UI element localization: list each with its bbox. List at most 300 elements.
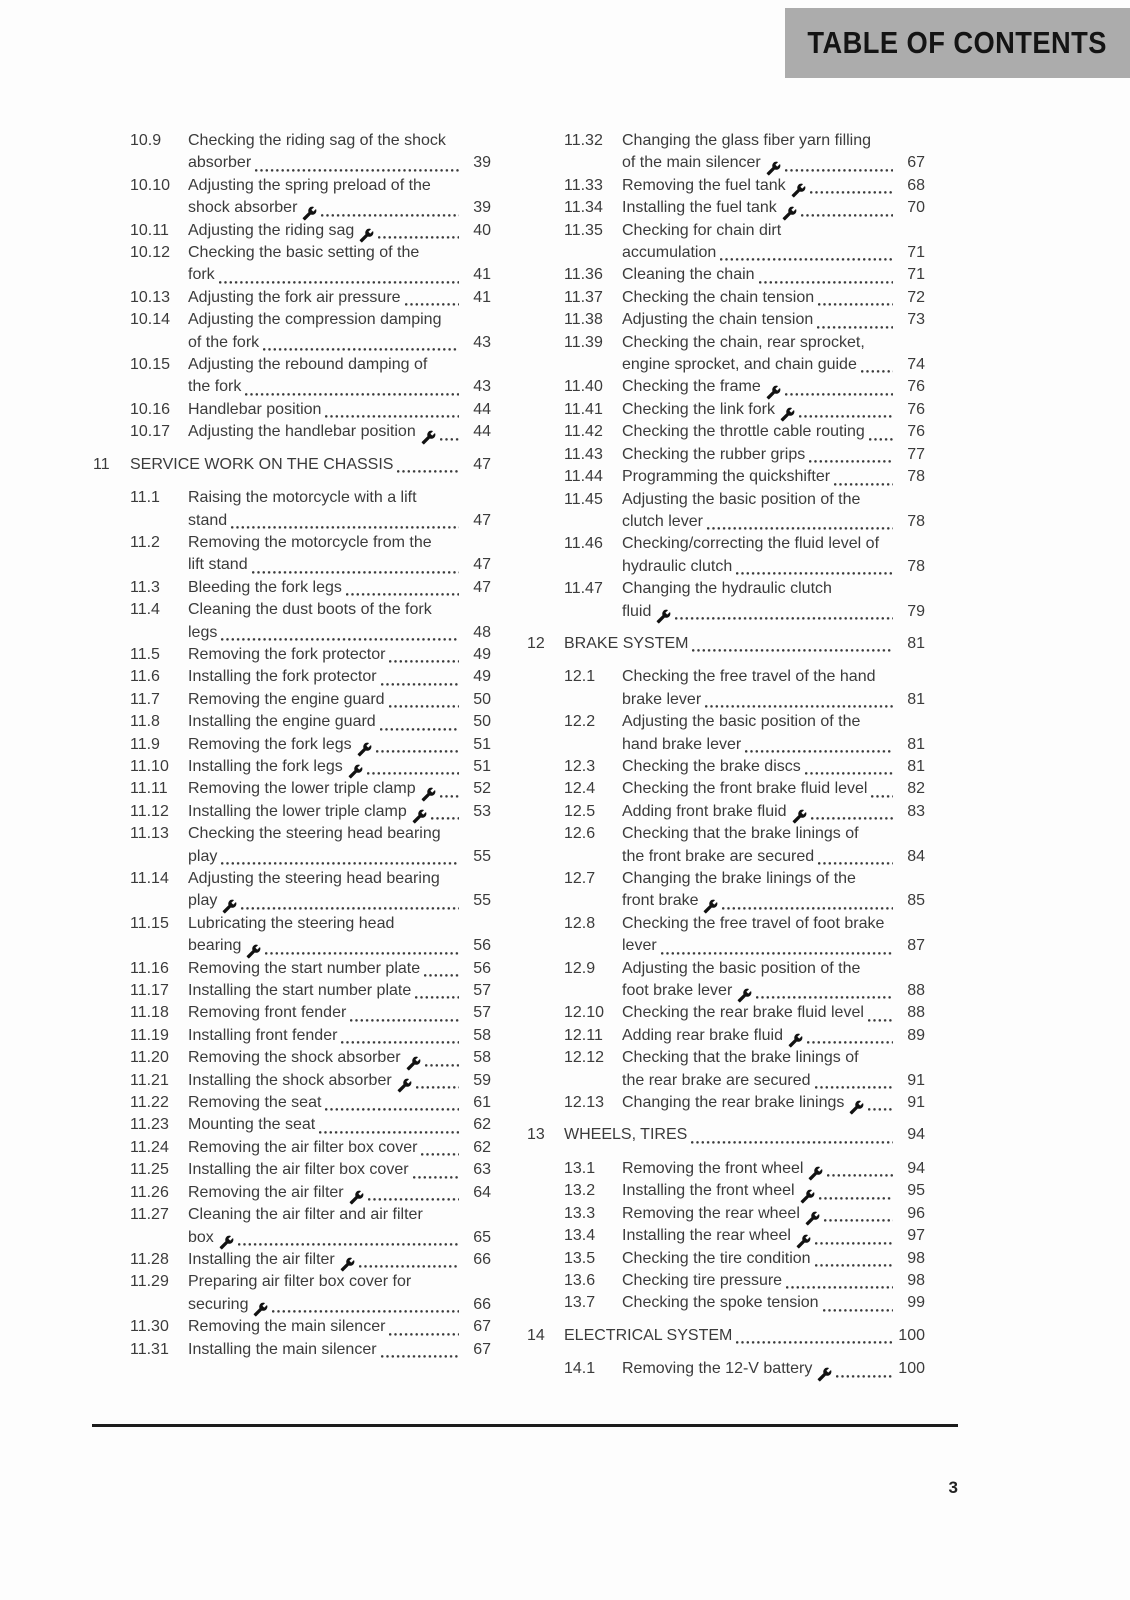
toc-entry-13.1[interactable] [527,1158,925,1180]
toc-entry-body [188,1047,491,1069]
toc-entry-title: Removing the seat [188,1094,322,1112]
toc-entry-last-line [188,778,491,800]
dot-leader [736,571,893,576]
toc-entry-title-line: Cleaning the air filter and air filter [188,1206,423,1224]
toc-entry-page-number: 51 [473,735,491,753]
toc-entry-last-line [622,734,925,756]
toc-entry-11.45[interactable] [527,489,925,534]
toc-entry-body [188,577,491,599]
toc-entry-number: 11.43 [564,445,603,463]
toc-entry-last-line [188,666,491,688]
toc-entry-12.1[interactable] [527,666,925,711]
toc-entry-11.32[interactable] [527,130,925,175]
dot-leader [799,414,893,419]
chapter-number: 13 [527,1126,545,1144]
dot-leader [823,1308,893,1313]
toc-entry-title: engine sprocket, and chain guide [622,356,857,374]
toc-entry-body [188,1070,491,1092]
toc-entry-body [188,354,491,399]
toc-entry-body [188,980,491,1002]
dot-leader [255,168,459,173]
toc-entry-title: Bleeding the fork legs [188,578,342,596]
dot-leader [720,257,893,262]
toc-entry-11.23[interactable] [93,1114,491,1136]
toc-entry-body [188,599,491,644]
toc-entry-12.4[interactable] [527,778,925,800]
toc-entry-body [622,711,925,756]
toc-entry-title: Removing front fender [188,1004,347,1022]
wrench-icon [397,1078,412,1093]
toc-entry-body [188,711,491,733]
toc-entry-11.9[interactable] [93,734,491,756]
toc-entry-last-line [622,1158,925,1180]
toc-entry-title: Installing the air filter [188,1250,335,1268]
toc-entry-body [188,801,491,823]
toc-entry-11.38[interactable] [527,309,925,331]
toc-entry-11.8[interactable] [93,711,491,733]
toc-entry-last-line [188,1159,491,1181]
toc-entry-last-line [188,846,491,868]
toc-entry-title: box [188,1228,214,1246]
toc-entry-10.11[interactable] [93,220,491,242]
toc-entry-11.27[interactable] [93,1204,491,1249]
toc-entry-13.7[interactable] [527,1292,925,1314]
dot-leader [756,995,893,1000]
dot-leader [219,280,459,285]
toc-entry-title: foot brake lever [622,982,733,1000]
toc-entry-number: 11.41 [564,400,603,418]
toc-entry-page-number: 81 [907,735,925,753]
toc-entry-13.4[interactable] [527,1225,925,1247]
toc-entry-10.10[interactable] [93,175,491,220]
toc-entry-last-line [622,890,925,912]
toc-entry-13.3[interactable] [527,1203,925,1225]
toc-entry-last-line [188,1339,491,1361]
toc-entry-title: Checking the tire condition [622,1249,811,1267]
toc-entry-last-line [188,1002,491,1024]
toc-entry-body [622,778,925,800]
toc-entry-last-line [188,287,491,309]
toc-entry-body [622,130,925,175]
toc-entry-page-number: 66 [473,1295,491,1313]
toc-entry-body [622,1002,925,1024]
wrench-icon [302,206,317,221]
toc-entry-body [622,1047,925,1092]
dot-leader [809,459,893,464]
toc-entry-title: hand brake lever [622,735,742,753]
dot-leader [818,302,893,307]
dot-leader [425,1063,459,1068]
toc-entry-title: SERVICE WORK ON THE CHASSIS [130,455,394,473]
toc-entry-12.8[interactable] [527,913,925,958]
toc-entry-12.11[interactable] [527,1025,925,1047]
toc-entry-10.12[interactable] [93,242,491,287]
toc-entry-title: stand [188,511,228,529]
toc-entry-body [622,1358,925,1380]
toc-entry-body [188,130,491,175]
toc-entry-11.17[interactable] [93,980,491,1002]
toc-entry-last-line [564,1325,925,1347]
toc-entry-body [622,913,925,958]
toc-entry-title: Removing the air filter box cover [188,1138,418,1156]
dot-leader [827,1173,893,1178]
dot-leader [272,1309,459,1314]
toc-entry-last-line [188,890,491,912]
toc-entry-last-line [622,444,925,466]
toc-entry-body [188,487,491,532]
footer-rule [92,1424,958,1427]
toc-entry-number: 10.10 [130,176,171,194]
toc-entry-title: play [188,847,218,865]
toc-entry-title-line: Adjusting the spring preload of the [188,176,431,194]
toc-entry-11.14[interactable] [93,868,491,913]
toc-entry-12.12[interactable] [527,1047,925,1092]
toc-entry-11.1[interactable] [93,487,491,532]
toc-entry-11.39[interactable] [527,332,925,377]
toc-entry-page-number: 49 [473,645,491,663]
toc-entry-body [188,1114,491,1136]
toc-entry-11.19[interactable] [93,1025,491,1047]
toc-entry-11.47[interactable] [527,578,925,623]
toc-entry-11.12[interactable] [93,801,491,823]
toc-entry-page-number: 94 [907,1159,925,1177]
toc-entry-page-number: 88 [907,982,925,1000]
toc-entry-12.13[interactable] [527,1092,925,1114]
toc-entry-body [188,823,491,868]
toc-entry-last-line [622,801,925,823]
toc-entry-body [622,801,925,823]
wrench-icon [796,1234,811,1249]
wrench-icon [792,809,807,824]
wrench-icon [656,609,671,624]
dot-leader [691,1140,893,1145]
toc-entry-10.16[interactable] [93,399,491,421]
toc-entry-title: Checking the rubber grips [622,445,806,463]
toc-entry-title-line: Checking the steering head bearing [188,825,441,843]
toc-entry-last-line [622,421,925,443]
toc-entry-title: Adjusting the riding sag [188,221,355,239]
wrench-icon [788,1033,803,1048]
toc-entry-page-number: 71 [907,244,925,262]
wrench-icon [780,407,795,422]
dot-leader [440,437,459,442]
toc-entry-title-line: Checking the free travel of foot brake [622,914,885,932]
toc-entry-page-number: 81 [907,634,925,652]
toc-entry-number: 12.7 [564,870,596,887]
toc-entry-last-line [188,510,491,532]
toc-entry-11.35[interactable] [527,220,925,265]
toc-entry-number: 10.9 [130,132,162,149]
toc-entry-11.13[interactable] [93,823,491,868]
toc-entry-title: Checking the spoke tension [622,1294,819,1312]
toc-entry-11.25[interactable] [93,1159,491,1181]
wrench-icon [800,1189,815,1204]
dot-leader [868,1107,893,1112]
toc-entry-11.44[interactable] [527,466,925,488]
toc-entry-title-line: Checking that the brake linings of [622,1049,859,1067]
toc-entry-11.24[interactable] [93,1137,491,1159]
toc-entry-last-line [188,1316,491,1338]
toc-entry-title: clutch lever [622,512,703,530]
toc-entry-page-number: 100 [898,1326,925,1344]
toc-entry-number: 11.7 [130,690,160,708]
toc-entry-11.4[interactable] [93,599,491,644]
toc-entry-11.20[interactable] [93,1047,491,1069]
toc-entry-11.11[interactable] [93,778,491,800]
toc-entry-13.2[interactable] [527,1180,925,1202]
toc-entry-12.10[interactable] [527,1002,925,1024]
toc-entry-page-number: 47 [473,455,491,473]
toc-entry-10.9[interactable] [93,130,491,175]
toc-entry-title: Adding front brake fluid [622,802,787,820]
toc-entry-last-line [188,577,491,599]
toc-entry-11.37[interactable] [527,287,925,309]
toc-entry-number: 14.1 [564,1360,596,1378]
toc-entry-last-line [130,454,491,476]
toc-entry-page-number: 63 [473,1161,491,1179]
toc-entry-11.41[interactable] [527,399,925,421]
dot-leader [263,347,459,352]
toc-entry-11.31[interactable] [93,1339,491,1361]
toc-entry-11.18[interactable] [93,1002,491,1024]
toc-entry-10.13[interactable] [93,287,491,309]
toc-entry-title-line: Adjusting the basic position of the [622,490,861,508]
toc-entry-last-line [622,601,925,623]
toc-chapter-14[interactable] [527,1325,925,1347]
toc-entry-page-number: 89 [907,1026,925,1044]
toc-entry-page-number: 85 [907,892,925,910]
toc-entry-body [622,421,925,443]
toc-entry-number: 11.10 [130,757,169,775]
dot-leader [413,1175,459,1180]
toc-entry-body [188,421,491,443]
toc-entry-number: 12.5 [564,802,596,820]
toc-entry-title-line: Changing the hydraulic clutch [622,580,832,598]
toc-entry-last-line [188,332,491,354]
wrench-icon [808,1166,823,1181]
toc-entry-title-line: Checking that the brake linings of [622,825,859,843]
toc-entry-body [188,242,491,287]
toc-entry-11.2[interactable] [93,532,491,577]
dot-leader [359,1264,459,1269]
toc-entry-12.5[interactable] [527,801,925,823]
toc-entry-number: 11.36 [564,266,603,284]
toc-entry-11.15[interactable] [93,913,491,958]
dot-leader [692,648,893,653]
toc-entry-number: 11.38 [564,311,603,329]
wrench-icon [359,228,374,243]
toc-entry-page-number: 74 [907,356,925,374]
toc-entry-title: Checking the frame [622,378,761,396]
toc-entry-number: 11.20 [130,1049,169,1067]
toc-entry-12.6[interactable] [527,823,925,868]
header-band [785,8,1130,78]
toc-entry-11.7[interactable] [93,689,491,711]
toc-chapter-11[interactable] [93,454,491,476]
toc-entry-11.28[interactable] [93,1249,491,1271]
toc-entry-11.6[interactable] [93,666,491,688]
toc-entry-number: 12.13 [564,1094,605,1112]
toc-entry-last-line [622,689,925,711]
toc-entry-11.26[interactable] [93,1182,491,1204]
toc-entry-title-line: Lubricating the steering head [188,914,395,932]
toc-entry-body [622,533,925,578]
toc-entry-title: ELECTRICAL SYSTEM [564,1326,733,1344]
toc-entry-11.30[interactable] [93,1316,491,1338]
toc-entry-11.33[interactable] [527,175,925,197]
toc-entry-title: Removing the main silencer [188,1318,386,1336]
toc-entry-number: 11.14 [130,870,169,887]
toc-entry-title: Adjusting the fork air pressure [188,288,401,306]
dot-leader [785,392,893,397]
toc-entry-last-line [188,554,491,576]
toc-entry-number: 11.44 [564,468,603,486]
dot-leader [416,1085,459,1090]
toc-entry-14.1[interactable] [527,1358,925,1380]
toc-entry-page-number: 88 [907,1004,925,1022]
toc-entry-number: 12.10 [564,1004,605,1022]
toc-chapter-12[interactable] [527,633,925,655]
toc-entry-12.9[interactable] [527,958,925,1003]
toc-column-right [527,130,925,1381]
toc-entry-10.17[interactable] [93,421,491,443]
toc-entry-body [188,1002,491,1024]
toc-entry-page-number: 81 [907,690,925,708]
toc-entry-last-line [188,421,491,443]
toc-entry-last-line [622,556,925,578]
toc-entry-title: Checking the front brake fluid level [622,780,868,798]
chapter-body [130,454,491,476]
toc-entry-title: play [188,892,218,910]
toc-entry-number: 10.12 [130,244,171,262]
toc-entry-13.6[interactable] [527,1270,925,1292]
toc-entry-number: 10.17 [130,423,171,441]
toc-entry-title: Adjusting the chain tension [622,311,814,329]
dot-leader [815,1241,893,1246]
dot-leader [661,951,893,956]
toc-entry-title: fluid [622,602,652,620]
toc-entry-number: 11.30 [130,1318,169,1336]
toc-entry-number: 11.35 [564,221,603,239]
toc-entry-11.43[interactable] [527,444,925,466]
toc-entry-11.34[interactable] [527,197,925,219]
toc-entry-last-line [188,734,491,756]
toc-entry-last-line [622,980,925,1002]
toc-entry-12.2[interactable] [527,711,925,756]
toc-entry-last-line [622,1270,925,1292]
toc-entry-page-number: 70 [907,199,925,217]
toc-entry-last-line [564,633,925,655]
toc-chapter-13[interactable] [527,1124,925,1146]
toc-entry-title: Installing the start number plate [188,982,412,1000]
toc-entry-title: Adjusting the handlebar position [188,423,416,441]
toc-entry-number: 11.21 [130,1071,169,1089]
toc-entry-11.40[interactable] [527,376,925,398]
toc-entry-body [188,175,491,220]
toc-entry-11.21[interactable] [93,1070,491,1092]
dot-leader [722,906,893,911]
toc-entry-11.3[interactable] [93,577,491,599]
wrench-icon [357,742,372,757]
toc-entry-last-line [622,1292,925,1314]
toc-entry-last-line [622,197,925,219]
wrench-icon [412,809,427,824]
toc-entry-title-line: Raising the motorcycle with a lift [188,489,417,507]
toc-entry-11.42[interactable] [527,421,925,443]
wrench-icon [805,1211,820,1226]
toc-entry-page-number: 62 [473,1116,491,1134]
dot-leader [367,771,459,776]
toc-entry-11.36[interactable] [527,264,925,286]
toc-entry-body [622,823,925,868]
toc-entry-11.16[interactable] [93,958,491,980]
toc-entry-body [622,1158,925,1180]
toc-entry-last-line [622,242,925,264]
wrench-icon [222,899,237,914]
toc-entry-10.14[interactable] [93,309,491,354]
toc-entry-last-line [622,1002,925,1024]
toc-entry-title: WHEELS, TIRES [564,1126,688,1144]
dot-leader [431,816,459,821]
toc-entry-page-number: 50 [473,690,491,708]
toc-entry-11.46[interactable] [527,533,925,578]
wrench-icon [421,787,436,802]
toc-entry-title-line: Adjusting the rebound damping of [188,356,428,374]
chapter-body [564,1124,925,1146]
dot-leader [252,570,459,575]
toc-entry-last-line [622,309,925,331]
toc-entry-11.10[interactable] [93,756,491,778]
toc-entry-page-number: 71 [907,266,925,284]
toc-entry-body [188,1182,491,1204]
toc-entry-last-line [622,846,925,868]
toc-entry-page-number: 55 [473,847,491,865]
toc-entry-12.7[interactable] [527,868,925,913]
toc-entry-page-number: 73 [907,311,925,329]
toc-entry-page-number: 61 [473,1094,491,1112]
toc-entry-10.15[interactable] [93,354,491,399]
toc-entry-number: 13.5 [564,1249,596,1267]
toc-entry-title: bearing [188,937,242,955]
toc-entry-11.29[interactable] [93,1271,491,1316]
toc-entry-title: brake lever [622,690,702,708]
toc-entry-11.22[interactable] [93,1092,491,1114]
toc-entry-number: 11.19 [130,1026,169,1044]
toc-entry-body [188,1025,491,1047]
toc-entry-title-line: Checking the riding sag of the shock [188,132,446,149]
toc-entry-title: Removing the fork legs [188,735,352,753]
toc-entry-body [188,778,491,800]
toc-entry-number: 11.46 [564,535,603,553]
toc-entry-number: 11.47 [564,580,603,598]
toc-entry-last-line [188,622,491,644]
toc-entry-11.5[interactable] [93,644,491,666]
toc-entry-body [188,287,491,309]
toc-entry-title: Programming the quickshifter [622,468,831,486]
dot-leader [238,1242,459,1247]
toc-entry-body [188,666,491,688]
dot-leader [824,1218,893,1223]
toc-entry-12.3[interactable] [527,756,925,778]
dot-leader [376,749,459,754]
toc-entry-13.5[interactable] [527,1248,925,1270]
toc-entry-number: 11.1 [130,489,160,507]
toc-entry-title: Removing the rear wheel [622,1204,800,1222]
toc-entry-last-line [188,1249,491,1271]
toc-entry-title-line: Checking the basic setting of the [188,244,420,262]
toc-entry-title: Installing the main silencer [188,1340,377,1358]
toc-entry-last-line [188,1092,491,1114]
